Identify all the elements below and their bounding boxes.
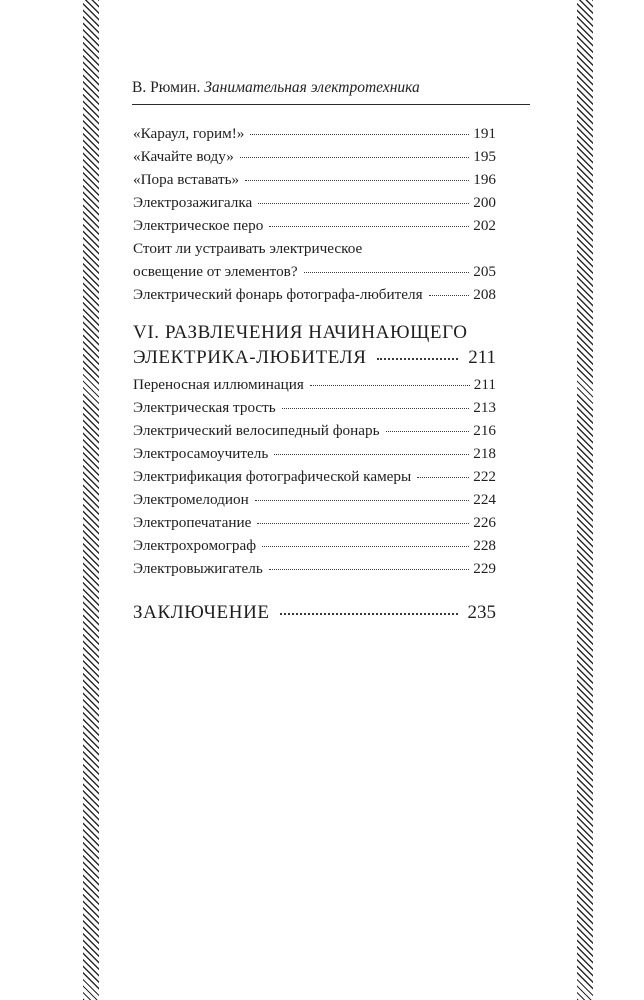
dot-leader bbox=[255, 499, 470, 501]
dot-leader bbox=[257, 522, 469, 524]
dot-leader bbox=[250, 133, 469, 135]
right-hatched-border bbox=[577, 0, 593, 1000]
toc-entry[interactable] bbox=[133, 396, 496, 419]
dot-leader bbox=[310, 384, 470, 386]
toc-entry[interactable] bbox=[133, 145, 496, 168]
dot-leader bbox=[245, 179, 469, 181]
toc-entry[interactable] bbox=[133, 122, 496, 145]
toc-entry-page: 222 bbox=[473, 468, 496, 485]
dot-leader bbox=[429, 294, 470, 296]
toc-entry-label-line1: Стоит ли устраивать электрическое bbox=[133, 240, 363, 257]
dot-leader bbox=[262, 545, 469, 547]
toc-entry-page: 229 bbox=[473, 560, 496, 577]
toc-entry[interactable] bbox=[133, 465, 496, 488]
dot-leader bbox=[258, 202, 469, 204]
chapter-title-line2: ЭЛЕКТРИКА-ЛЮБИТЕЛЯ bbox=[133, 347, 367, 368]
toc-entry[interactable] bbox=[133, 557, 496, 580]
running-head-author: В. Рюмин. bbox=[132, 79, 201, 96]
dot-leader bbox=[274, 453, 469, 455]
toc-entry-page: 228 bbox=[473, 537, 496, 554]
toc-entry-label: «Качайте воду» bbox=[133, 148, 234, 165]
toc-entry-page: 216 bbox=[473, 422, 496, 439]
dot-leader bbox=[377, 357, 459, 360]
toc-entry-page: 226 bbox=[473, 514, 496, 531]
toc-entry[interactable] bbox=[133, 283, 496, 306]
toc-entry-label: Электрическое перо bbox=[133, 217, 264, 234]
table-of-contents bbox=[133, 122, 496, 625]
toc-entry-page: 208 bbox=[473, 286, 496, 303]
running-head bbox=[132, 78, 530, 98]
toc-entry-label: Электрический фонарь фотографа-любителя bbox=[133, 286, 423, 303]
toc-entry-page: 195 bbox=[473, 148, 496, 165]
chapter-heading[interactable] bbox=[133, 320, 496, 370]
toc-entry-page: 213 bbox=[473, 399, 496, 416]
toc-entry-page: 218 bbox=[473, 445, 496, 462]
toc-entry-label: Электрический велосипедный фонарь bbox=[133, 422, 380, 439]
conclusion-page: 235 bbox=[467, 602, 496, 623]
toc-entry[interactable] bbox=[133, 488, 496, 511]
toc-entry[interactable] bbox=[133, 534, 496, 557]
toc-entry[interactable] bbox=[133, 511, 496, 534]
dot-leader bbox=[386, 430, 470, 432]
toc-entry-page: 205 bbox=[473, 263, 496, 280]
toc-entry-label-line2: освещение от элементов? bbox=[133, 263, 298, 280]
toc-entry-page: 224 bbox=[473, 491, 496, 508]
toc-entry-label: Электропечатание bbox=[133, 514, 252, 531]
toc-entry[interactable] bbox=[133, 373, 496, 396]
toc-entry-label: Электрозажигалка bbox=[133, 194, 253, 211]
dot-leader bbox=[417, 476, 469, 478]
toc-entry-label: Электрохромограф bbox=[133, 537, 257, 554]
toc-entry-page: 191 bbox=[473, 125, 496, 142]
chapter-heading-conclusion[interactable] bbox=[133, 600, 496, 625]
dot-leader bbox=[240, 156, 469, 158]
toc-entry-label: Переносная иллюминация bbox=[133, 376, 304, 393]
left-hatched-border bbox=[83, 0, 99, 1000]
toc-entry-label: Электрификация фотографической камеры bbox=[133, 468, 412, 485]
running-head-title: Занимательная электротехника bbox=[204, 79, 420, 96]
toc-entry-page: 196 bbox=[473, 171, 496, 188]
toc-entry[interactable] bbox=[133, 168, 496, 191]
toc-entry[interactable] bbox=[133, 442, 496, 465]
chapter-title-line1: VI. РАЗВЛЕЧЕНИЯ НАЧИНАЮЩЕГО bbox=[133, 322, 468, 343]
toc-entry-page: 200 bbox=[473, 194, 496, 211]
toc-entry-multiline[interactable] bbox=[133, 237, 496, 283]
chapter-page: 211 bbox=[468, 347, 496, 368]
toc-entry-label: Электрическая трость bbox=[133, 399, 276, 416]
toc-entry-label: «Пора вставать» bbox=[133, 171, 240, 188]
dot-leader bbox=[282, 407, 469, 409]
toc-entry[interactable] bbox=[133, 191, 496, 214]
toc-entry-label: Электровыжигатель bbox=[133, 560, 263, 577]
header-rule bbox=[132, 104, 530, 105]
toc-entry-label: Электромелодион bbox=[133, 491, 249, 508]
dot-leader bbox=[269, 225, 469, 227]
dot-leader bbox=[269, 568, 469, 570]
toc-entry[interactable] bbox=[133, 419, 496, 442]
dot-leader bbox=[304, 271, 470, 273]
dot-leader bbox=[280, 612, 458, 615]
toc-entry-label: Электросамоучитель bbox=[133, 445, 269, 462]
toc-entry-label: «Караул, горим!» bbox=[133, 125, 245, 142]
toc-entry-page: 202 bbox=[473, 217, 496, 234]
toc-entry[interactable] bbox=[133, 214, 496, 237]
conclusion-title: ЗАКЛЮЧЕНИЕ bbox=[133, 602, 270, 623]
toc-entry-page: 211 bbox=[473, 376, 496, 393]
